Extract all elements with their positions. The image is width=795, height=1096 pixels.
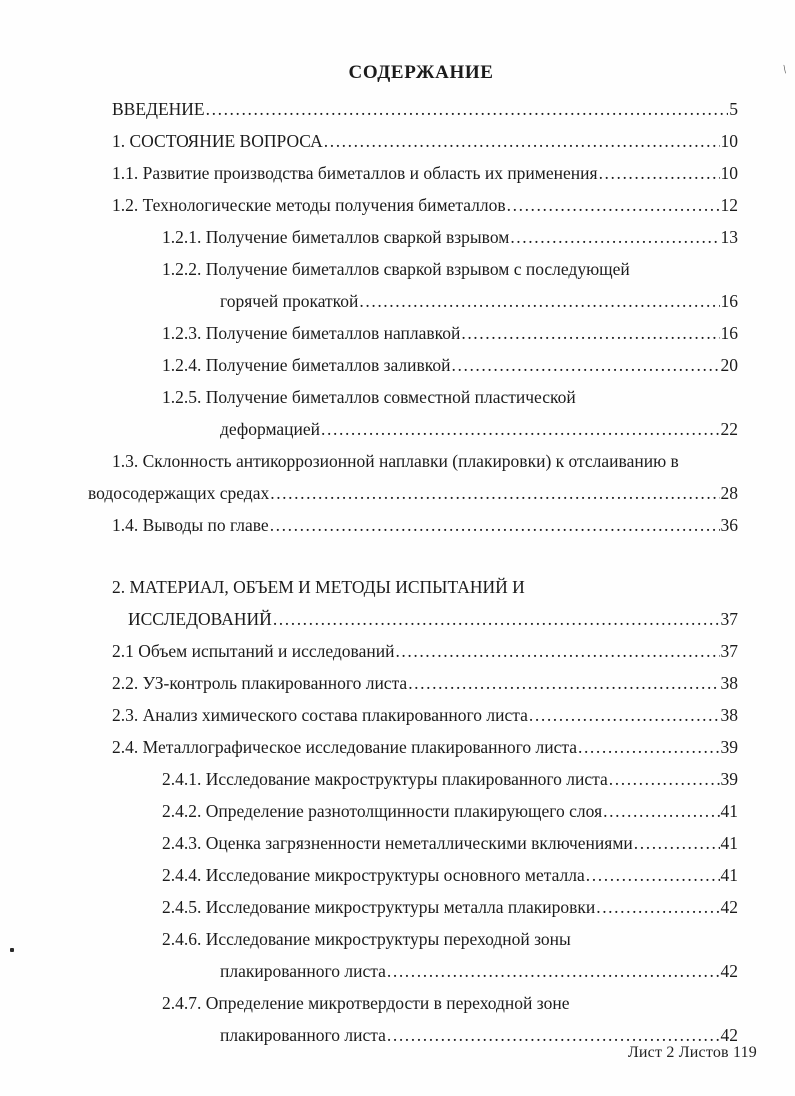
toc-page-number: 39 bbox=[720, 769, 738, 789]
dot-leader bbox=[270, 477, 719, 509]
toc-page-number: 37 bbox=[720, 609, 738, 629]
toc-entry-text: 2.4.1. Исследование макроструктуры плакированного листа bbox=[162, 769, 608, 789]
dot-leader bbox=[324, 125, 720, 157]
dot-leader bbox=[599, 157, 720, 189]
toc-entry-text: 2.4.2. Определение разнотолщинности плакирующего слоя bbox=[162, 801, 603, 821]
toc-line bbox=[80, 285, 738, 317]
scan-artifact-top-right: \ bbox=[782, 61, 788, 77]
toc-page-number: 39 bbox=[720, 737, 738, 757]
toc-entry-text: 2.3. Анализ химического состава плакированного листа bbox=[112, 705, 528, 725]
toc-entry-text: ВВЕДЕНИЕ bbox=[112, 99, 205, 119]
dot-leader bbox=[529, 699, 720, 731]
table-of-contents bbox=[80, 93, 738, 1051]
toc-page-number: 41 bbox=[720, 801, 738, 821]
toc-entry-text: плакированного листа bbox=[220, 1025, 386, 1045]
toc-entry-text: 2.4.3. Оценка загрязненности неметаллическими включениями bbox=[162, 833, 633, 853]
toc-entry-text: ИССЛЕДОВАНИЙ bbox=[128, 609, 272, 629]
toc-line bbox=[80, 413, 738, 445]
toc-line bbox=[80, 603, 738, 635]
dot-leader bbox=[634, 827, 720, 859]
toc-entry-text: 1.1. Развитие производства биметаллов и область их применения bbox=[112, 163, 598, 183]
toc-entry-text: 1.2.3. Получение биметаллов наплавкой bbox=[162, 323, 461, 343]
toc-page-number: 10 bbox=[720, 163, 738, 183]
toc-line bbox=[80, 317, 738, 349]
toc-line bbox=[80, 635, 738, 667]
toc-page-number: 12 bbox=[720, 195, 738, 215]
toc-line bbox=[80, 93, 738, 125]
toc-entry-text: деформацией bbox=[220, 419, 321, 439]
toc-entry-text: горячей прокаткой bbox=[220, 291, 359, 311]
toc-line bbox=[80, 571, 738, 603]
toc-page-number: 36 bbox=[720, 515, 738, 535]
dot-leader bbox=[578, 731, 720, 763]
dot-leader bbox=[461, 317, 719, 349]
toc-line bbox=[80, 381, 738, 413]
dot-leader bbox=[387, 955, 720, 987]
toc-entry-text: 2.2. УЗ-контроль плакированного листа bbox=[112, 673, 408, 693]
toc-content bbox=[80, 62, 738, 1051]
toc-line bbox=[80, 955, 738, 987]
toc-page-number: 22 bbox=[720, 419, 738, 439]
dot-leader bbox=[596, 891, 719, 923]
dot-leader bbox=[408, 667, 719, 699]
toc-entry-text: 1.2.2. Получение биметаллов сваркой взрывом с последующей bbox=[162, 259, 630, 279]
toc-entry-text: 2.4.6. Исследование микроструктуры переходной зоны bbox=[162, 929, 571, 949]
toc-entry-text: 1.3. Склонность антикоррозионной наплавки (плакировки) к отслаиванию в bbox=[112, 451, 679, 471]
dot-leader bbox=[507, 189, 720, 221]
toc-line bbox=[80, 253, 738, 285]
toc-page-number: 16 bbox=[720, 291, 738, 311]
toc-line bbox=[80, 699, 738, 731]
toc-line bbox=[80, 763, 738, 795]
sheet-counter-footer: Лист 2 Листов 119 bbox=[627, 1044, 757, 1061]
toc-page-number: 5 bbox=[729, 99, 738, 119]
dot-leader bbox=[273, 603, 720, 635]
dot-leader bbox=[586, 859, 720, 891]
dot-leader bbox=[270, 509, 720, 541]
toc-page-number: 41 bbox=[720, 833, 738, 853]
toc-line bbox=[80, 157, 738, 189]
toc-line bbox=[80, 509, 738, 541]
toc-entry-text: 2.4.7. Определение микротвердости в переходной зоне bbox=[162, 993, 570, 1013]
toc-page-number: 38 bbox=[720, 673, 738, 693]
toc-line bbox=[80, 445, 738, 477]
toc-entry-text: 1.2.1. Получение биметаллов сваркой взрывом bbox=[162, 227, 510, 247]
dot-leader bbox=[609, 763, 720, 795]
toc-entry-text: плакированного листа bbox=[220, 961, 386, 981]
toc-page-number: 16 bbox=[720, 323, 738, 343]
toc-page-number: 28 bbox=[720, 483, 738, 503]
dot-leader bbox=[510, 221, 719, 253]
toc-entry-text: 1. СОСТОЯНИЕ ВОПРОСА bbox=[112, 131, 323, 151]
toc-page-number: 37 bbox=[720, 641, 738, 661]
toc-line bbox=[80, 125, 738, 157]
toc-entry-text: 2.1 Объем испытаний и исследований bbox=[112, 641, 395, 661]
dot-leader bbox=[359, 285, 719, 317]
toc-line bbox=[80, 891, 738, 923]
toc-entry-text: 1.4. Выводы по главе bbox=[112, 515, 269, 535]
toc-page-number: 42 bbox=[720, 1025, 738, 1045]
toc-entry-text: 2.4.5. Исследование микроструктуры металла плакировки bbox=[162, 897, 596, 917]
toc-entry-text: 2.4.4. Исследование микроструктуры основного металла bbox=[162, 865, 585, 885]
toc-line bbox=[80, 731, 738, 763]
toc-page-number: 41 bbox=[720, 865, 738, 885]
toc-line bbox=[80, 189, 738, 221]
toc-entry-text: водосодержащих средах bbox=[88, 483, 270, 503]
toc-page-number: 42 bbox=[720, 961, 738, 981]
dot-leader bbox=[452, 349, 720, 381]
toc-entry-text: 1.2.4. Получение биметаллов заливкой bbox=[162, 355, 451, 375]
toc-line bbox=[80, 923, 738, 955]
dot-leader bbox=[603, 795, 719, 827]
toc-line bbox=[80, 795, 738, 827]
page-title: СОДЕРЖАНИЕ bbox=[348, 62, 494, 83]
toc-entry-text: 2. МАТЕРИАЛ, ОБЪЕМ И МЕТОДЫ ИСПЫТАНИЙ И bbox=[112, 577, 525, 597]
toc-entry-text: 1.2.5. Получение биметаллов совместной пластической bbox=[162, 387, 576, 407]
dot-leader bbox=[395, 635, 719, 667]
toc-page-number: 10 bbox=[720, 131, 738, 151]
toc-line bbox=[80, 827, 738, 859]
dot-leader bbox=[206, 93, 729, 125]
toc-line bbox=[80, 987, 738, 1019]
toc-page-number: 38 bbox=[720, 705, 738, 725]
toc-page-number: 13 bbox=[720, 227, 738, 247]
toc-entry-text: 2.4. Металлографическое исследование плакированного листа bbox=[112, 737, 577, 757]
toc-line bbox=[80, 221, 738, 253]
toc-entry-text: 1.2. Технологические методы получения биметаллов bbox=[112, 195, 506, 215]
scan-artifact-left-dot bbox=[10, 948, 14, 952]
toc-line bbox=[80, 349, 738, 381]
toc-page-number: 42 bbox=[720, 897, 738, 917]
toc-line bbox=[80, 477, 738, 509]
toc-line bbox=[80, 667, 738, 699]
dot-leader bbox=[321, 413, 719, 445]
toc-line bbox=[80, 859, 738, 891]
toc-page-number: 20 bbox=[720, 355, 738, 375]
